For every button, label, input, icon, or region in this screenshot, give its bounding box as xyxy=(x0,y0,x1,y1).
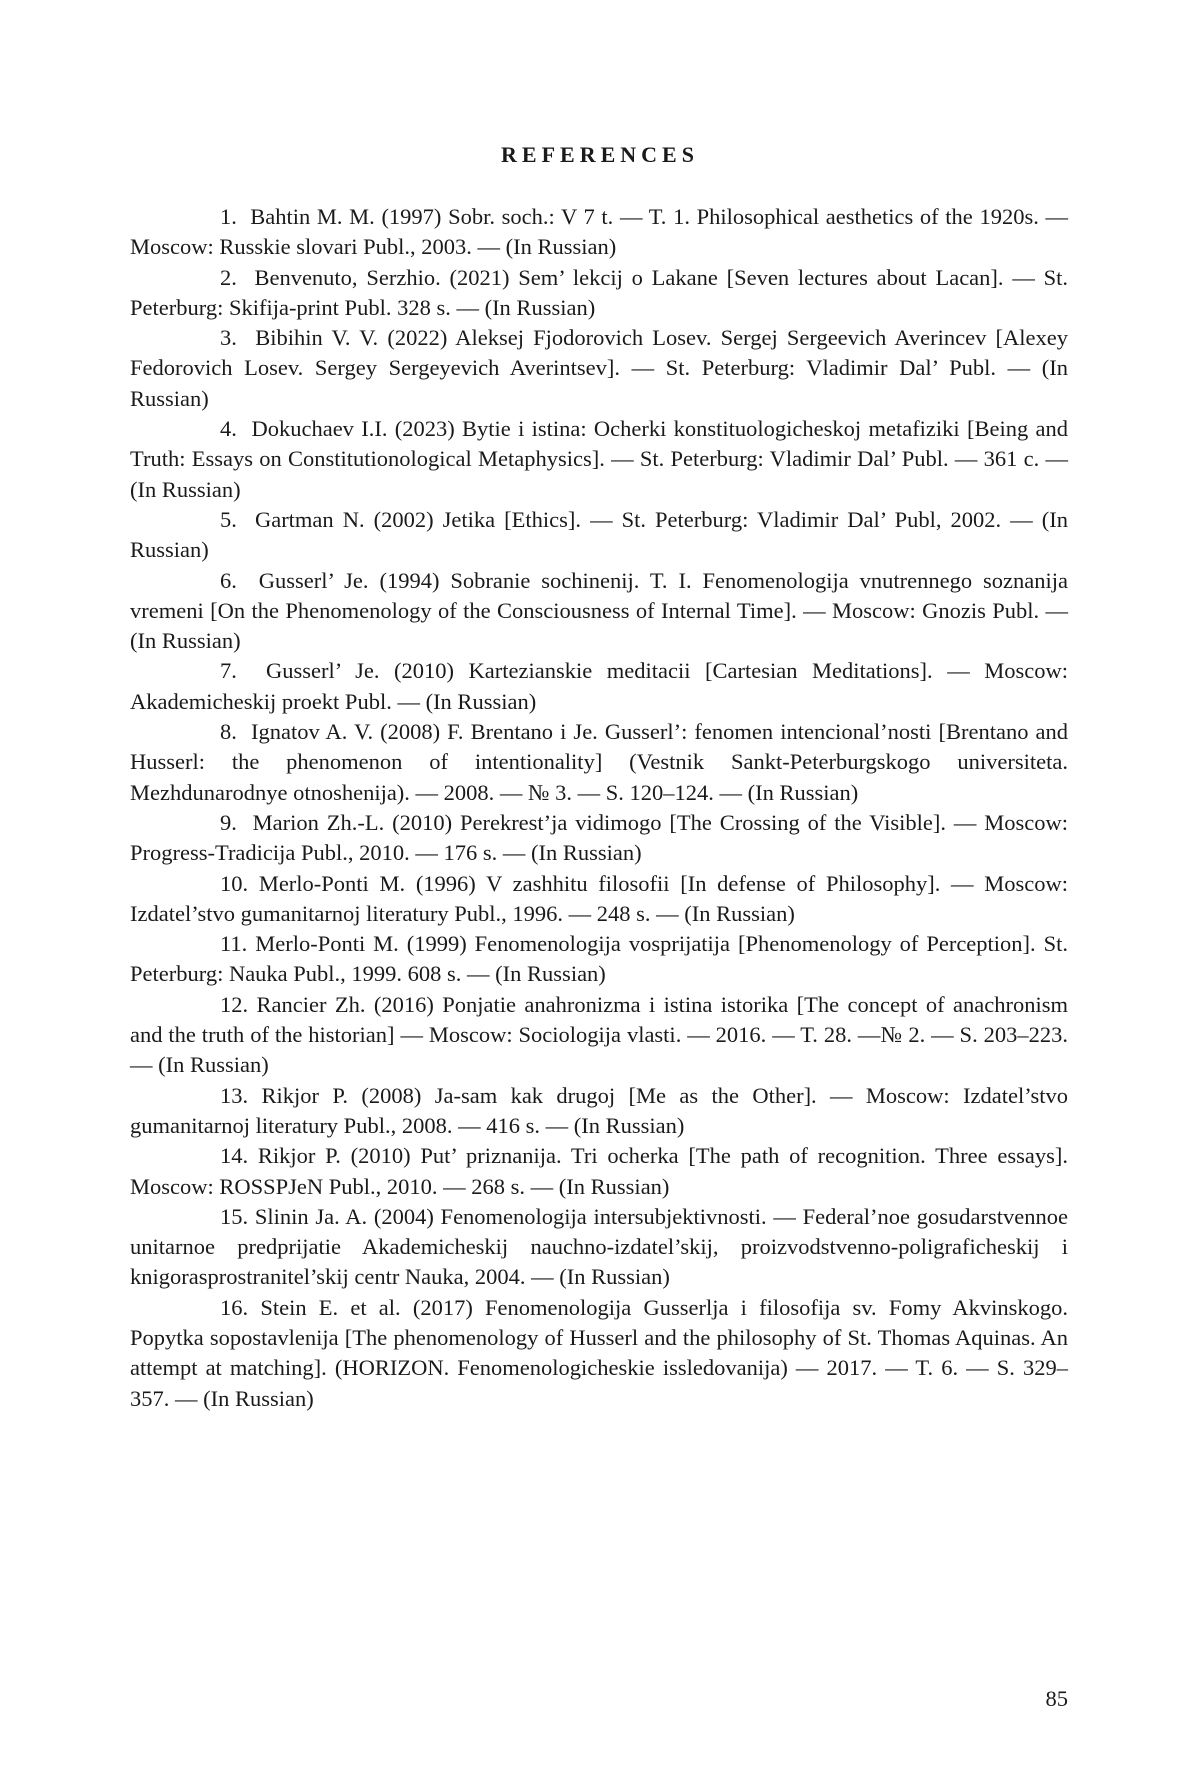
reference-item: 13. Rikjor P. (2008) Ja-sam kak drugoj [Me as the Other]. — Moscow: Izdatel’stvo gumanitarnoj literatury Publ., 2008. — 416 s. — (In Russian) xyxy=(130,1082,1068,1138)
reference-item: 4. Dokuchaev I.I. (2023) Bytie i istina: Ocherki konstituologicheskoj metafiziki [Being and Truth: Essays on Constitutionological Metaphysics]. — St. Peterburg: Vladimir Dal’ Publ. — 361 c. — (In Russian) xyxy=(130,416,1068,502)
reference-item: 9. Marion Zh.-L. (2010) Perekrest’ja vidimogo [The Crossing of the Visible]. — Moscow: Progress-Tradicija Publ., 2010. — 176 s. — (In Russian) xyxy=(130,809,1068,866)
reference-item: 15. Slinin Ja. A. (2004) Fenomenologija intersubjektivnosti. — Federal’noe gosudarstvennoe unitarnoe predprijatie Akademicheskij nauchno-izdatel’skij, proizvodstvenno-poligraficheskij i knigorasprostranitel’skij centr Nauka, 2004. — (In Russian) xyxy=(130,1203,1068,1290)
reference-item: 1. Bahtin M. M. (1997) Sobr. soch.: V 7 t. — T. 1. Philosophical aesthetics of the 1920s. — Moscow: Russkie slovari Publ., 2003. — (In Russian) xyxy=(130,204,1068,260)
reference-item: 12. Rancier Zh. (2016) Ponjatie anahronizma i istina istorika [The concept of anachronism and the truth of the historian] — Moscow: Sociologija vlasti. — 2016. — T. 28. —№ 2. — S. 203–223. — (In Russian) xyxy=(130,991,1068,1078)
reference-list xyxy=(130,202,1068,1414)
reference-item: 5. Gartman N. (2002) Jetika [Ethics]. — St. Peterburg: Vladimir Dal’ Publ, 2002. — (In Russian) xyxy=(130,506,1068,563)
reference-item: 3. Bibihin V. V. (2022) Aleksej Fjodorovich Losev. Sergej Sergeevich Averincev [Alexey Fedorovich Losev. Sergey Sergeyevich Averintsev]. — St. Peterburg: Vladimir Dal’ Publ. — (In Russian) xyxy=(130,325,1068,411)
references-heading: REFERENCES xyxy=(501,142,699,167)
reference-item: 11. Merlo-Ponti M. (1999) Fenomenologija vosprijatija [Phenomenology of Perception]. St. Peterburg: Nauka Publ., 1999. 608 s. — (In Russian) xyxy=(130,931,1068,987)
reference-item: 16. Stein E. et al. (2017) Fenomenologija Gusserlja i filosofija sv. Fomy Akvinskogo. Popytka sopostavlenija [The phenomenology of Husserl and the philosophy of St. Thomas Aquinas. An attempt at matching]. (HORIZON. Fenomenologicheskie issledovanija) — 2017. — T. 6. — S. 329–357. — (In Russian) xyxy=(130,1294,1068,1411)
reference-item: 7. Gusserl’ Je. (2010) Karteziansk͏ie meditacii [Cartesian Meditations]. — Moscow: Akademicheskij proekt Publ. — (In Russian) xyxy=(130,658,1068,714)
reference-item: 8. Ignatov A. V. (2008) F. Brentano i Je. Gusserl’: fenomen intencional’nosti [Brentano and Husserl: the phenomenon of intentionality] (Vestnik Sankt-Peterburgskogo universiteta. Mezhdunarodnye otnoshenija). — 2008. — № 3. — S. 120–124. — (In Russian) xyxy=(130,719,1068,805)
reference-item: 6. Gusserl’ Je. (1994) Sobranie sochinenij. T. I. Fenomenologija vnutrennego soznanija vremeni [On the Phenomenology of the Consciousness of Internal Time]. — Moscow: Gnozis Publ. — (In Russian) xyxy=(130,567,1068,654)
reference-item: 2. Benvenuto, Serzhio. (2021) Sem’ lekcij o Lakane [Seven lectures about Lacan]. — St. Peterburg: Skifija-print Publ. 328 s. — (In Russian) xyxy=(130,264,1068,320)
page-number: 85 xyxy=(1045,1686,1068,1711)
reference-item: 10. Merlo-Ponti M. (1996) V zashhitu filosofii [In defense of Philosophy]. — Moscow: Izdatel’stvo gumanitarnoj literatury Publ., 1996. — 248 s. — (In Russian) xyxy=(130,870,1068,926)
reference-item: 14. Rikjor P. (2010) Put’ priznanija. Tri ocherka [The path of recognition. Three essays]. Moscow: ROSSPJeN Publ., 2010. — 268 s. — (In Russian) xyxy=(130,1143,1068,1199)
